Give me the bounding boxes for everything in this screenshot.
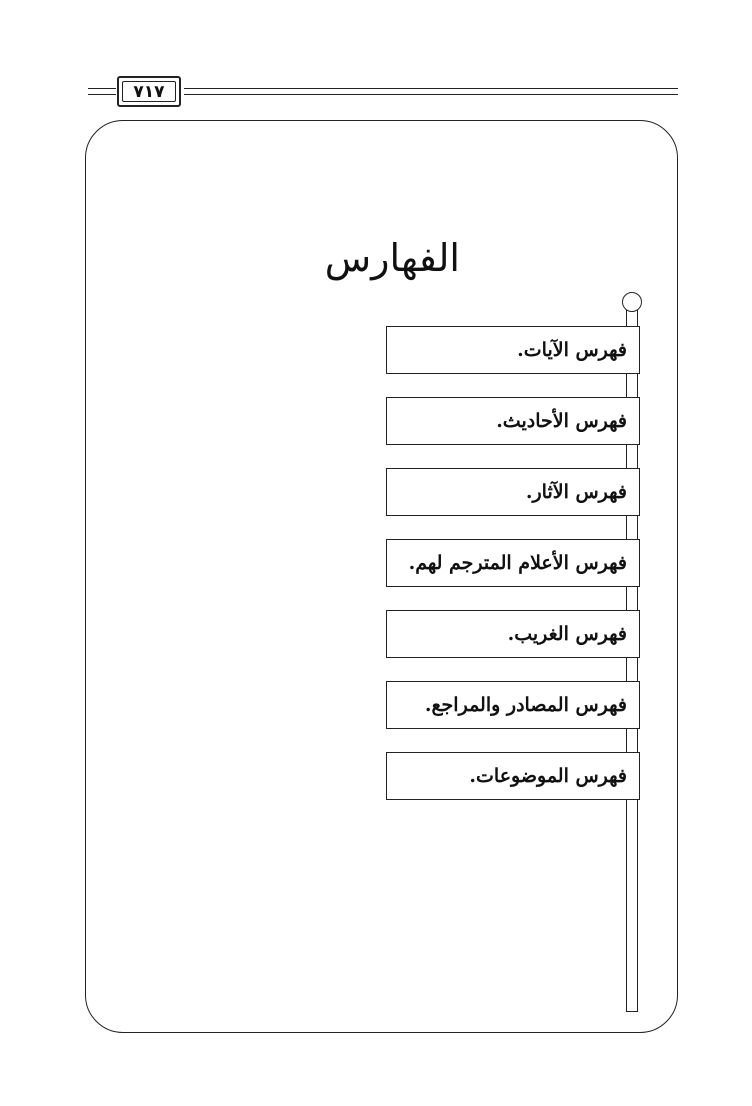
index-sign-label: فهرس الموضوعات. <box>469 765 627 787</box>
index-sign-label: فهرس الأحاديث. <box>496 410 627 432</box>
page-number: ٧١٧ <box>133 81 165 102</box>
index-sign-rare-words <box>386 610 640 658</box>
index-sign-label: فهرس الآثار. <box>525 481 627 503</box>
index-sign-label: فهرس الأعلام المترجم لهم. <box>408 552 627 574</box>
page-title: الفهارس <box>324 236 460 280</box>
header-rule-right-top <box>184 88 678 89</box>
index-sign-narrations <box>386 468 640 516</box>
index-sign-label: فهرس الغريب. <box>507 623 627 645</box>
signpost-pole-knob <box>622 292 642 312</box>
header-rule-left-top <box>88 88 116 89</box>
page-number-badge <box>117 76 181 107</box>
index-sign-hadiths <box>386 397 640 445</box>
index-sign-topics <box>386 752 640 800</box>
index-sign-label: فهرس المصادر والمراجع. <box>424 694 627 716</box>
index-sign-biographies <box>386 539 640 587</box>
index-sign-sources <box>386 681 640 729</box>
header-rule-left-bottom <box>88 94 116 95</box>
index-sign-verses <box>386 326 640 374</box>
header-rule-right-bottom <box>184 94 678 95</box>
index-sign-label: فهرس الآيات. <box>517 339 627 361</box>
